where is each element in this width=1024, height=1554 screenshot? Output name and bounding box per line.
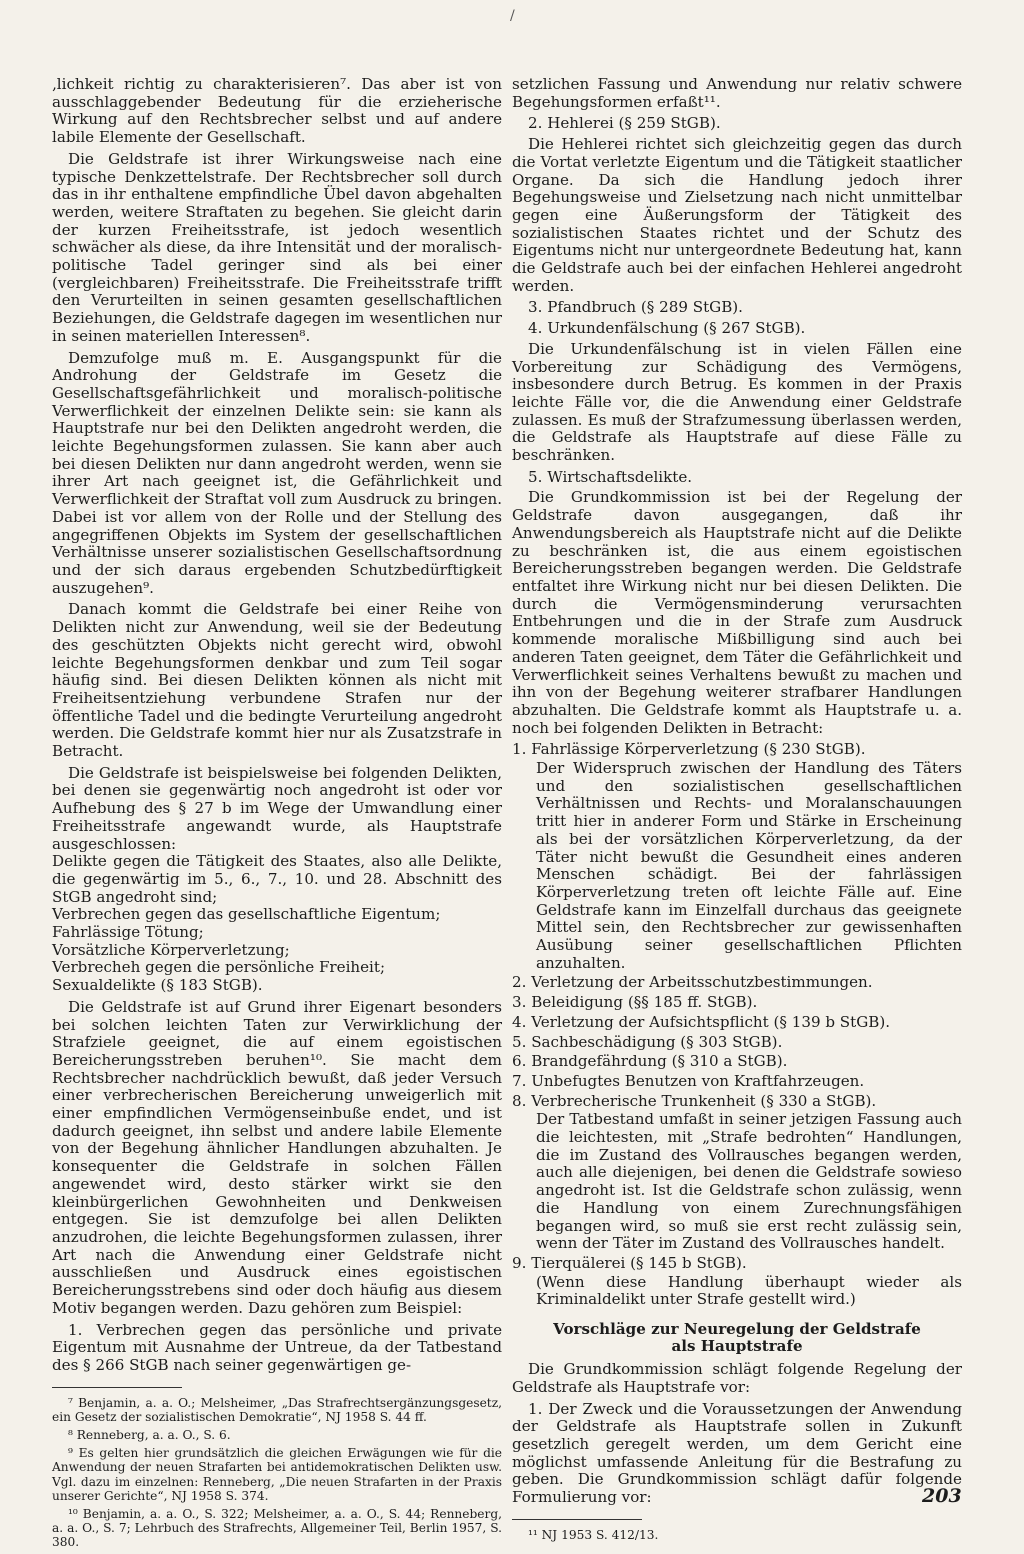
list-item: [512, 1014, 962, 1032]
section-heading-line-1: Vorschläge zur Neuregelung der Geldstrafe: [553, 1320, 921, 1339]
list-item-label: 1. Fahrlässige Körperverletzung (§ 230 StGB).: [512, 740, 866, 759]
section-heading: [512, 1321, 962, 1355]
footnote-divider: [52, 1387, 182, 1388]
left-paragraph-1: ‚lichkeit richtig zu charakterisieren⁷. Das aber ist von ausschlaggebender Bedeutung für die erzieherische Wirkung auf den Rechtsbrecher selbst und auf andere labile Elemente der Gesellschaft.: [52, 75, 502, 147]
list-item: Verbrechen gegen das gesellschaftliche Eigentum;: [52, 905, 441, 924]
list-item-label: 6. Brandgefährdung (§ 310 a StGB).: [512, 1052, 788, 1071]
list-item-text: Der Tatbestand umfaßt in seiner jetzigen Fassung auch die leichtesten, mit „Strafe bedrohten“ Handlungen, die im Zustand des Vollrausches begangen werden, auch alle diejenigen, bei denen die Geldstrafe sowieso angedroht ist. Ist die Geldstrafe schon zulässig, wenn die Handlung von einem Zurechnungsfähigen begangen wird, so muß sie erst recht zulässig sein, wenn der Täter im Zustand des Vollrausches handelt.: [536, 1110, 962, 1253]
list-item: [512, 741, 962, 972]
footnote-10: ¹⁰ Benjamin, a. a. O., S. 322; Melsheimer, a. a. O., S. 44; Renneberg, a. a. O., S. 7; Lehrbuch des Strafrechts, Allgemeiner Teil, Berlin 1957, S. 380.: [52, 1507, 502, 1550]
right-column: [512, 76, 962, 1546]
left-column: [52, 76, 502, 1554]
footnote-7: ⁷ Benjamin, a. a. O.; Melsheimer, „Das Strafrechtsergänzungsgesetz, ein Gesetz der sozialistischen Demokratie“, NJ 1958 S. 44 ff.: [52, 1395, 502, 1424]
left-item-1: 1. Verbrechen gegen das persönliche und private Eigentum mit Ausnahme der Untreue, da der Tatbestand des § 266 StGB nach seiner gegenwärtigen ge-: [52, 1320, 502, 1374]
list-item-label: 2. Verletzung der Arbeitsschutzbestimmungen.: [512, 973, 873, 992]
item-hehlerei: 2. Hehlerei (§ 259 StGB).: [528, 114, 721, 133]
list-item-label: 4. Verletzung der Aufsichtspflicht (§ 139 b StGB).: [512, 1012, 891, 1031]
right-paragraph-4: Die Grundkommission ist bei der Regelung der Geldstrafe davon ausgegangen, daß ihr Anwendungsbereich als Hauptstrafe nicht auf die Delikte zu beschränken ist, die aus einem egoistischen Bereicherungsstreben begangen werden. Die Geldstrafe entfaltet ihre Wirkung nicht nur bei diesen Delikten. Die durch die Vermögensminderung verursachten Entbehrungen und die in der Strafe zum Ausdruck kommende moralische Mißbilligung sind auch bei anderen Taten geeignet, dem Täter die Gefährlichkeit und Verwerflichkeit seines Verhaltens bewußt zu machen und ihn von der Begehung weiterer strafbarer Handlungen abzuhalten. Die Geldstrafe kommt als Hauptstrafe u. a. noch bei folgenden Delikten in Betracht:: [512, 488, 962, 737]
list-item-label: 7. Unbefugtes Benutzen von Kraftfahrzeugen.: [512, 1071, 865, 1090]
right-paragraph-6: 1. Der Zweck und die Voraussetzungen der Anwendung der Geldstrafe als Hauptstrafe sollen in Zukunft gesetzlich geregelt werden, um dem Gericht eine möglichst umfassende Anleitung für die Bestrafung zu geben. Die Grundkommission schlägt dafür folgende Formulierung vor:: [512, 1399, 962, 1507]
list-item: [512, 1073, 962, 1091]
list-item-label: 9. Tierquälerei (§ 145 b StGB).: [512, 1254, 747, 1272]
item-wirtschaftsdelikte: 5. Wirtschaftsdelikte.: [528, 467, 693, 486]
list-item: [512, 974, 962, 992]
footnote-8: ⁸ Renneberg, a. a. O., S. 6.: [68, 1428, 231, 1443]
footnote-divider: [512, 1519, 642, 1520]
list-item: Fahrlässige Tötung;: [52, 923, 204, 942]
list-item: [512, 1034, 962, 1052]
left-paragraph-5: Die Geldstrafe ist beispielsweise bei folgenden Delikten, bei denen sie gegenwärtig noch angedroht ist oder vor Aufhebung des § 27 b im Wege der Umwandlung einer Freiheitsstrafe angewandt wurde, als Hauptstrafe ausgeschlossen:: [52, 763, 502, 853]
page-mark: /: [510, 8, 515, 24]
delicts-list: [512, 741, 962, 1309]
right-paragraph-1: setzlichen Fassung und Anwendung nur relativ schwere Begehungsformen erfaßt¹¹.: [512, 75, 962, 111]
right-paragraph-3: Die Urkundenfälschung ist in vielen Fällen eine Vorbereitung zur Schädigung des Vermögens, insbesondere durch Betrug. Es kommen in der Praxis leichte Fälle vor, die die Anwendung einer Geldstrafe zulassen. Es muß der Strafzumessung überlassen werden, die Geldstrafe als Hauptstrafe auf diese Fälle zu beschränken.: [512, 339, 962, 465]
left-paragraph-2: Die Geldstrafe ist ihrer Wirkungsweise nach eine typische Denkzettelstrafe. Der Rechtsbrecher soll durch das in ihr enthaltene empfindliche Übel davon abgehalten werden, weitere Straftaten zu begehen. Sie gleicht darin der kurzen Freiheitsstrafe, ist jedoch wesentlich schwächer als diese, da ihre Intensität und der moralisch-politische Tadel geringer sind als bei einer (vergleichbaren) Freiheitsstrafe. Die Freiheitsstrafe trifft den Verurteilten in seinen gesamten gesellschaftlichen Beziehungen, die Geldstrafe dagegen im wesentlichen nur in seinen materiellen Interessen⁸.: [52, 149, 502, 345]
list-item: Sexualdelikte (§ 183 StGB).: [52, 976, 263, 995]
list-item: [512, 1093, 962, 1253]
list-item: Vorsätzliche Körperverletzung;: [52, 940, 290, 959]
item-urkundenfaelschung: 4. Urkundenfälschung (§ 267 StGB).: [528, 319, 806, 338]
excluded-delicts-list: [52, 853, 502, 995]
list-item: Delikte gegen die Tätigkeit des Staates, also alle Delikte, die gegenwärtig im 5., 6., 7., 10. und 28. Abschnitt des StGB angedroht sind;: [52, 852, 502, 906]
section-heading-line-2: als Hauptstrafe: [671, 1337, 803, 1356]
list-item: Verbrecheh gegen die persönliche Freiheit;: [52, 958, 386, 977]
right-paragraph-5: Die Grundkommission schlägt folgende Regelung der Geldstrafe als Hauptstrafe vor:: [512, 1360, 962, 1396]
list-item-text: Der Widerspruch zwischen der Handlung des Täters und den sozialistischen gesellschaftlichen Verhältnissen und Rechts- und Moralanschauungen tritt hier in anderer Form und Stärke in Erscheinung als bei der vorsätzlichen Körperverletzung, da der Täter nicht bewußt die Gesundheit eines anderen Menschen schädigt. Bei der fahrlässigen Körperverletzung treten oft leichte Fälle auf. Eine Geldstrafe kann im Einzelfall durchaus das geeignete Mittel sein, den Rechtsbrecher zur gewissenhaften Ausübung seiner gesellschaftlichen Pflichten anzuhalten.: [536, 759, 962, 972]
footnote-11: ¹¹ NJ 1953 S. 412/13.: [528, 1527, 659, 1542]
list-item: [512, 1053, 962, 1071]
list-item-text: (Wenn diese Handlung überhaupt wieder als Kriminaldelikt unter Strafe gestellt wird.): [536, 1272, 962, 1309]
list-item: [512, 994, 962, 1012]
left-paragraph-3: Demzufolge muß m. E. Ausgangspunkt für die Androhung der Geldstrafe im Gesetz die Gesellschaftsgefährlichkeit und moralisch-politische Verwerflichkeit der einzelnen Delikte sein: sie kann als Hauptstrafe nur bei den Delikten angedroht werden, die leichte Begehungsformen zulassen. Sie kann aber auch bei diesen Delikten nur dann angedroht werden, wenn sie ihrer Art nach geeignet ist, die Gefährlichkeit und Verwerflichkeit der Straftat voll zum Ausdruck zu bringen. Dabei ist vor allem von der Rolle und der Stellung des angegriffenen Objekts im System der gesellschaftlichen Verhältnisse unserer sozialistischen Gesellschaftsordnung und der sich daraus ergebenden Schutzbedürftigkeit auszugehen⁹.: [52, 348, 502, 597]
item-pfandbruch: 3. Pfandbruch (§ 289 StGB).: [528, 298, 743, 317]
right-paragraph-2: Die Hehlerei richtet sich gleichzeitig gegen das durch die Vortat verletzte Eigentum und die Tätigkeit staatlicher Organe. Da sich die Handlung jedoch ihrer Begehungsweise und Zielsetzung nach nicht unmittelbar gegen eine Äußerungsform der Tätigkeit des sozialistischen Staates richtet und der Schutz des Eigentums nicht nur untergeordnete Bedeutung hat, kann die Geldstrafe auch bei der einfachen Hehlerei angedroht werden.: [512, 135, 962, 295]
footnote-9: ⁹ Es gelten hier grundsätzlich die gleichen Erwägungen wie für die Anwendung der neuen Strafarten bei antidemokratischen Delikten usw. Vgl. dazu im einzelnen: Renneberg, „Die neuen Strafarten in der Praxis unserer Gerichte“, NJ 1958 S. 374.: [52, 1446, 502, 1503]
list-item-label: 8. Verbrecherische Trunkenheit (§ 330 a StGB).: [512, 1091, 877, 1110]
page-number: 203: [922, 1485, 962, 1507]
list-item: [512, 1255, 962, 1309]
list-item-label: 5. Sachbeschädigung (§ 303 StGB).: [512, 1032, 783, 1051]
left-paragraph-6: Die Geldstrafe ist auf Grund ihrer Eigenart besonders bei solchen leichten Taten zur Verwirklichung der Strafziele geeignet, die auf einem egoistischen Bereicherungsstreben beruhen¹⁰. Sie macht dem Rechtsbrecher nachdrücklich bewußt, daß jeder Versuch einer verbrecherischen Bereicherung unweigerlich mit einer empfindlichen Vermögenseinbuße endet, und ist dadurch geeignet, ihn selbst und andere labile Elemente von der Begehung ähnlicher Handlungen abzuhalten. Je konsequenter die Geldstrafe in solchen Fällen angewendet wird, desto stärker wirkt sie den kleinbürgerlichen Gewohnheiten und Denkweisen entgegen. Sie ist demzufolge bei allen Delikten anzudrohen, die leichte Begehungsformen zulassen, ihrer Art nach die Anwendung einer Geldstrafe nicht ausschließen und Ausdruck eines egoistischen Bereicherungsstrebens sind oder doch häufig aus diesem Motiv begangen werden. Dazu gehören zum Beispiel:: [52, 997, 502, 1317]
left-paragraph-4: Danach kommt die Geldstrafe bei einer Reihe von Delikten nicht zur Anwendung, weil sie der Bedeutung des geschützten Objekts nicht gerecht wird, obwohl leichte Begehungsformen denkbar und zum Teil sogar häufig sind. Bei diesen Delikten können als nicht mit Freiheitsentziehung verbundene Strafen nur der öffentliche Tadel und die bedingte Verurteilung angedroht werden. Die Geldstrafe kommt hier nur als Zusatzstrafe in Betracht.: [52, 600, 502, 761]
list-item-label: 3. Beleidigung (§§ 185 ff. StGB).: [512, 993, 758, 1012]
